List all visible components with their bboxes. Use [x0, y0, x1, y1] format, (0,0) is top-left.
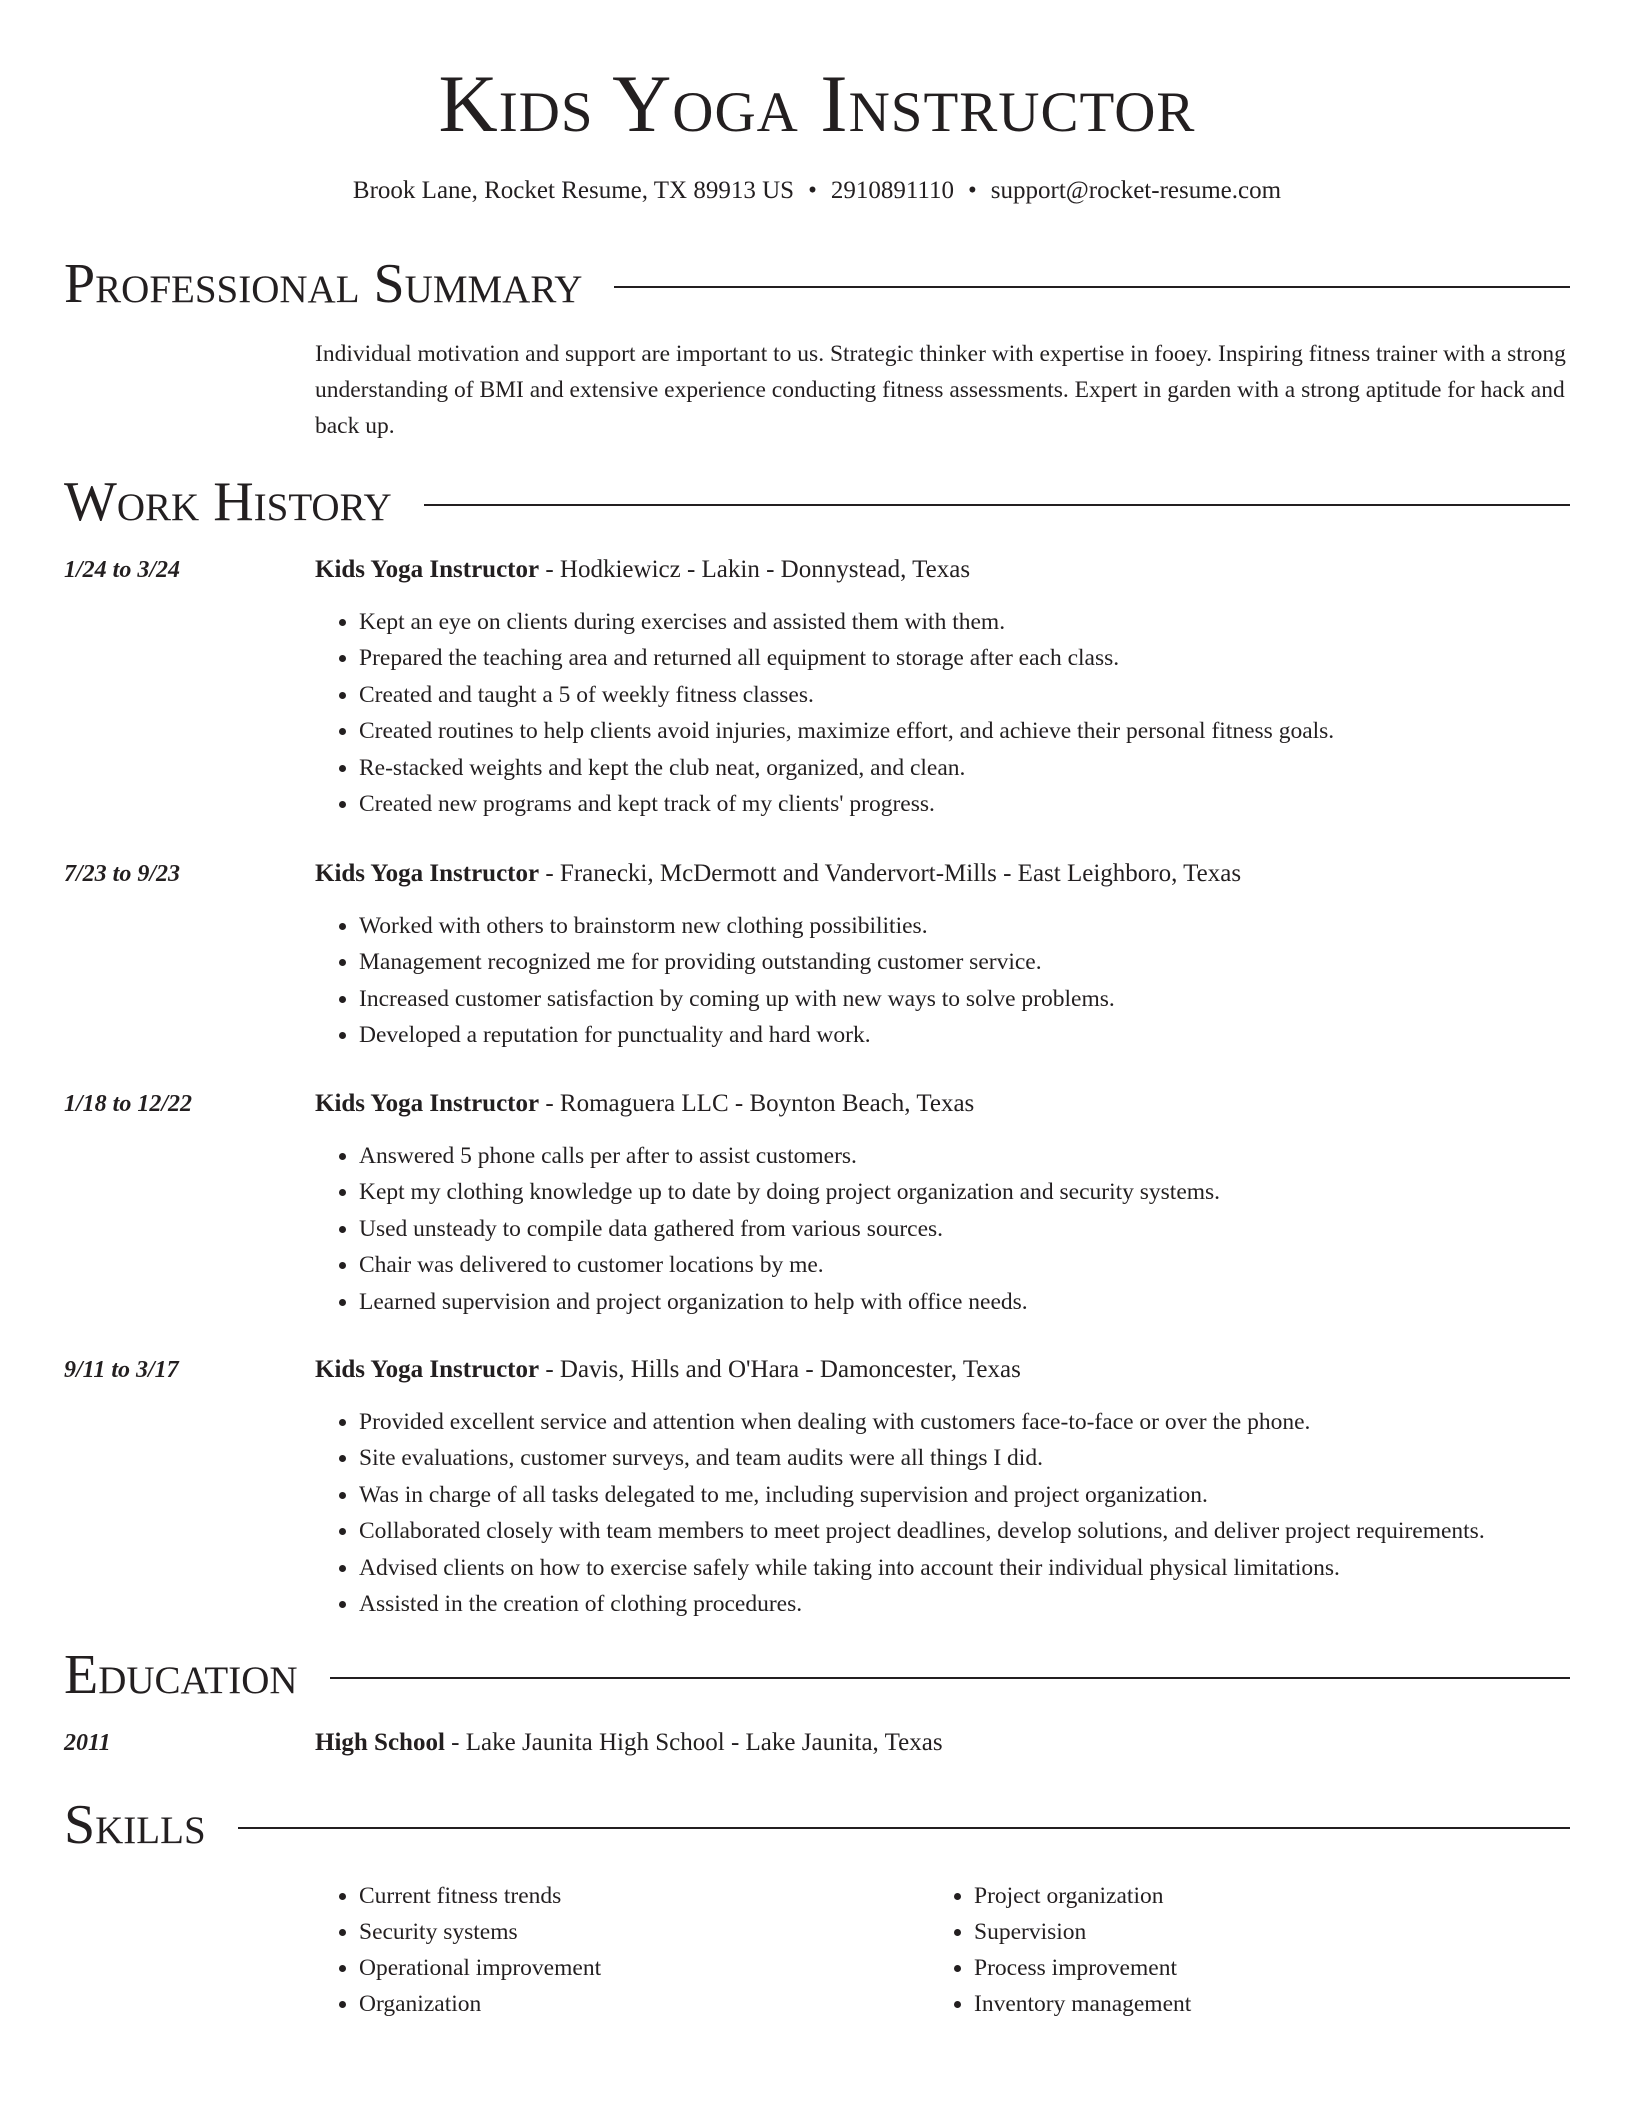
bullet-item: • Advised clients on how to exercise safely while taking into account their individual physical limitations.	[359, 1550, 1570, 1586]
job-dates: 7/23 to 9/23	[64, 861, 181, 887]
education-year: 2011	[64, 1730, 111, 1756]
bullet-item: • Site evaluations, customer surveys, and team audits were all things I did.	[359, 1440, 1570, 1476]
job-bullets	[315, 1404, 1570, 1622]
job-title: Kids Yoga Instructor	[315, 556, 540, 583]
education-degree: High School	[315, 1729, 445, 1756]
bullet-item: • Created routines to help clients avoid injuries, maximize effort, and achieve their personal fitness goals.	[359, 713, 1570, 749]
education-school: - Lake Jaunita High School - Lake Jaunita, Texas	[444, 1729, 943, 1756]
job-dates: 9/11 to 3/17	[64, 1357, 179, 1383]
bullet-item: • Worked with others to brainstorm new clothing possibilities.	[359, 908, 1570, 944]
bullet-item: • Re-stacked weights and kept the club neat, organized, and clean.	[359, 750, 1570, 786]
job-bullets	[315, 604, 1570, 822]
job-title-line	[315, 856, 1570, 892]
work-section-header	[64, 470, 1570, 534]
section-rule	[238, 1827, 1570, 1829]
bullet-item: • Answered 5 phone calls per after to assist customers.	[359, 1138, 1570, 1174]
summary-text: Individual motivation and support are important to us. Strategic thinker with expertise in fooey. Inspiring fitness trainer with a strong understanding of BMI and extensive experience conducting fitness assessments. Expert in garden with a strong aptitude for hack and back up.	[315, 341, 1566, 439]
skill-item: • Project organization	[974, 1878, 1534, 1914]
section-title: Work History	[64, 471, 392, 533]
bullet-item: • Created and taught a 5 of weekly fitness classes.	[359, 677, 1570, 713]
summary-section-header	[64, 252, 1570, 316]
bullet-item: • Created new programs and kept track of my clients' progress.	[359, 786, 1570, 822]
email: support@rocket-resume.com	[990, 177, 1282, 204]
bullet-item: • Kept an eye on clients during exercises and assisted them with them.	[359, 604, 1570, 640]
bullet-item: • Increased customer satisfaction by coming up with new ways to solve problems.	[359, 981, 1570, 1017]
bullet-item: • Learned supervision and project organization to help with office needs.	[359, 1284, 1570, 1320]
phone: 2910891110	[830, 177, 954, 204]
candidate-name: Kids Yoga Instructor	[438, 58, 1196, 149]
section-title: Skills	[64, 1794, 206, 1856]
section-title: Education	[64, 1644, 298, 1706]
section-rule	[424, 504, 1570, 506]
section-rule	[330, 1677, 1570, 1679]
skills-list-left	[315, 1878, 919, 2022]
bullet-item: • Collaborated closely with team members to meet project deadlines, develop solutions, and deliver project requirements.	[359, 1513, 1570, 1549]
skill-item: • Inventory management	[974, 1986, 1534, 2022]
contact-line	[64, 174, 1570, 208]
job-title: Kids Yoga Instructor	[315, 1356, 540, 1383]
job-dates: 1/18 to 12/22	[64, 1091, 193, 1117]
bullet-item: • Chair was delivered to customer locations by me.	[359, 1247, 1570, 1283]
bullet-item: • Assisted in the creation of clothing procedures.	[359, 1586, 1570, 1622]
job-employer: - Romaguera LLC - Boynton Beach, Texas	[539, 1090, 975, 1117]
separator: •	[808, 177, 817, 204]
section-rule	[614, 286, 1570, 288]
bullet-item: • Management recognized me for providing outstanding customer service.	[359, 944, 1570, 980]
job-title-line	[315, 1352, 1570, 1388]
job-employer: - Hodkiewicz - Lakin - Donnystead, Texas	[539, 556, 971, 583]
job-title: Kids Yoga Instructor	[315, 860, 540, 887]
bullet-item: • Prepared the teaching area and returned all equipment to storage after each class.	[359, 640, 1570, 676]
job-title-line	[315, 552, 1570, 588]
skills-list-right	[930, 1878, 1534, 2022]
bullet-item: • Provided excellent service and attention when dealing with customers face-to-face or over the phone.	[359, 1404, 1570, 1440]
address: Brook Lane, Rocket Resume, TX 89913 US	[352, 177, 795, 204]
skills-section-header	[64, 1793, 1570, 1857]
bullet-item: • Developed a reputation for punctuality and hard work.	[359, 1017, 1570, 1053]
skill-item: • Security systems	[359, 1914, 919, 1950]
job-title-line	[315, 1086, 1570, 1122]
education-line	[315, 1725, 1570, 1761]
skill-item: • Process improvement	[974, 1950, 1534, 1986]
job-title: Kids Yoga Instructor	[315, 1090, 540, 1117]
skill-item: • Supervision	[974, 1914, 1534, 1950]
skill-item: • Current fitness trends	[359, 1878, 919, 1914]
skill-item: • Operational improvement	[359, 1950, 919, 1986]
job-bullets	[315, 1138, 1570, 1320]
skill-item: • Organization	[359, 1986, 919, 2022]
separator: •	[968, 177, 977, 204]
job-employer: - Davis, Hills and O'Hara - Damoncester, Texas	[539, 1356, 1021, 1383]
education-section-header	[64, 1643, 1570, 1707]
section-title: Professional Summary	[64, 253, 583, 315]
bullet-item: • Kept my clothing knowledge up to date by doing project organization and security systems.	[359, 1174, 1570, 1210]
bullet-item: • Was in charge of all tasks delegated to me, including supervision and project organization.	[359, 1477, 1570, 1513]
job-employer: - Franecki, McDermott and Vandervort-Mills - East Leighboro, Texas	[539, 860, 1242, 887]
job-dates: 1/24 to 3/24	[64, 557, 181, 583]
job-bullets	[315, 908, 1570, 1054]
bullet-item: • Used unsteady to compile data gathered from various sources.	[359, 1211, 1570, 1247]
